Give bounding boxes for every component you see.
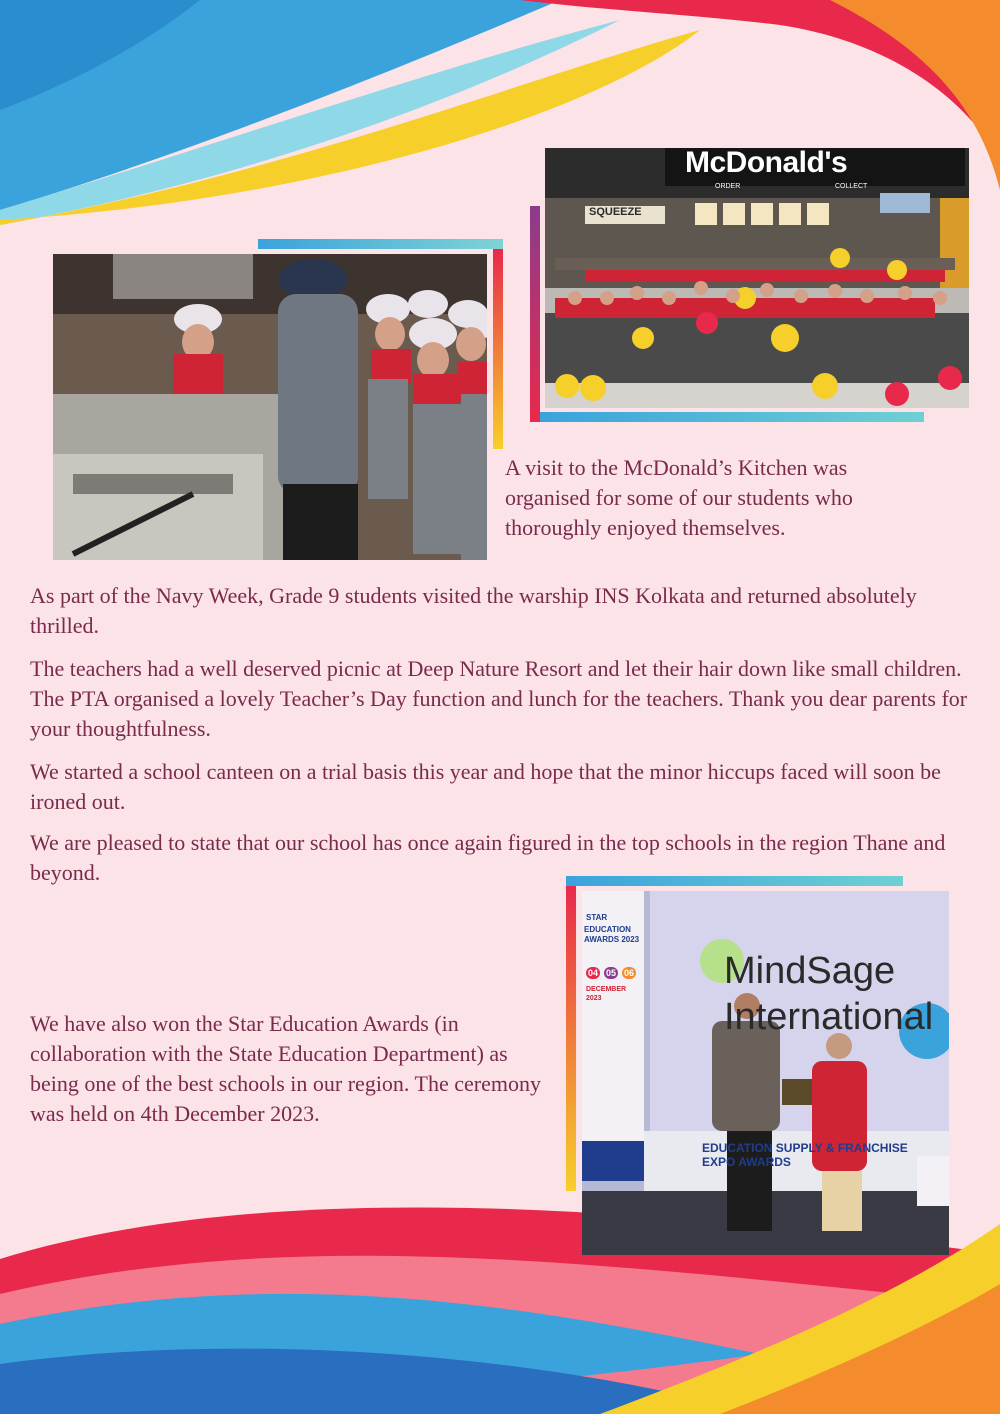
award-banner-date-3: 06: [624, 968, 635, 978]
top-schools-paragraph: We are pleased to state that our school has once again figured in the top schools in the region Thane and beyond.: [30, 830, 946, 885]
award-banner-month: DECEMBER 2023: [586, 986, 627, 1002]
kitchen-photo: [53, 254, 487, 560]
star-education-awards-caption: We have also won the Star Education Awards (in collaboration with the State Education Department) as being one of the best schools in our region. The ceremony was held on 4th December 2023.: [30, 1011, 541, 1126]
mcd-collect-label: COLLECT: [835, 183, 868, 190]
mcd-visit-caption: A visit to the McDonald’s Kitchen was organised for some of our students who thoroughly enjoyed themselves.: [505, 455, 853, 540]
award-photo-side-bar: [566, 886, 576, 1191]
school-canteen-paragraph: We started a school canteen on a trial basis this year and hope that the minor hiccups faced will soon be ironed out.: [30, 759, 941, 814]
mindsage-screen-line-2: International: [724, 996, 934, 1038]
teachers-picnic-paragraph: The teachers had a well deserved picnic at Deep Nature Resort and let their hair down like small children. The PTA organised a lovely Teacher’s Day function and lunch for the teachers. Thank you dear parents for your thoughtfulness.: [30, 656, 968, 741]
mcd-photo-bottom-bar: [540, 412, 924, 422]
kitchen-photo-side-bar: [493, 249, 503, 449]
kitchen-photo-top-bar: [258, 239, 503, 249]
award-banner-date-1: 04: [588, 968, 599, 978]
mcdonalds-logo-sign: McDonald's: [685, 148, 848, 179]
award-banner-date-2: 05: [606, 968, 617, 978]
mcd-order-label: ORDER: [715, 183, 741, 190]
mcdonalds-group-photo: [545, 148, 969, 408]
award-banner-brand: STAR: [586, 913, 608, 922]
navy-week-paragraph: As part of the Navy Week, Grade 9 students visited the warship INS Kolkata and returned absolutely thrilled.: [30, 583, 917, 638]
mcd-photo-side-bar: [530, 206, 540, 422]
mindsage-screen-line-1: MindSage: [724, 950, 896, 992]
award-podium-text: EDUCATION SUPPLY & FRANCHISE EXPO AWARDS: [702, 1141, 908, 1169]
award-ceremony-photo: [582, 891, 949, 1255]
award-photo-top-bar: [566, 876, 903, 886]
award-banner-title: EDUCATION AWARDS 2023: [584, 925, 640, 944]
squeeze-shop-sign: SQUEEZE: [589, 206, 642, 218]
